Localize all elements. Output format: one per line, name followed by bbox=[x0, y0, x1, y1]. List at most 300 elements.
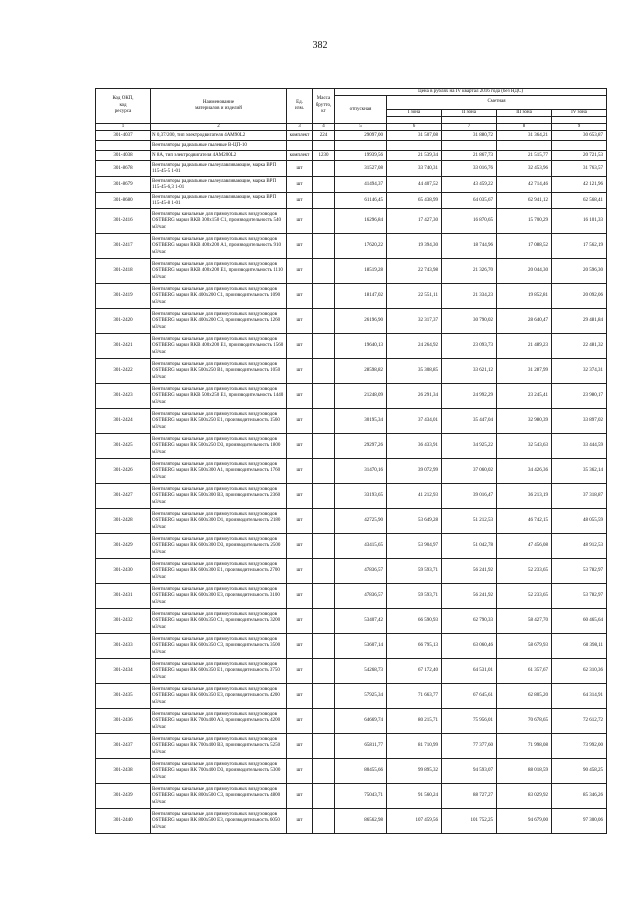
row-name: Вентиляторы канальные для прямоугольных воздуховодов OSTBERG марки RK 700x400 D3, производительность 5300 м3/час bbox=[151, 759, 287, 784]
row-mass bbox=[313, 659, 335, 684]
row-zone-4-price: 17 562,19 bbox=[552, 234, 607, 259]
header-mass-cell bbox=[313, 89, 335, 124]
table-row bbox=[96, 809, 607, 834]
row-base-price: 17620,22 bbox=[335, 234, 387, 259]
row-zone-2-price: 51 042,78 bbox=[442, 534, 497, 559]
row-name: Вентиляторы канальные для прямоугольных воздуховодов OSTBERG марки RK 500x300 B3, производительность 2360 м3/час bbox=[151, 484, 287, 509]
row-zone-1-price: 37 434,01 bbox=[387, 409, 442, 434]
row-zone-2-price: 34 925,22 bbox=[442, 434, 497, 459]
row-unit: шт bbox=[287, 409, 313, 434]
table-row bbox=[96, 131, 607, 141]
row-zone-1-price: 59 593,71 bbox=[387, 559, 442, 584]
row-zone-3-price: 58 679,93 bbox=[497, 634, 552, 659]
table-row bbox=[96, 141, 607, 151]
row-unit: шт bbox=[287, 609, 313, 634]
row-base-price: 41494,37 bbox=[335, 177, 387, 193]
row-unit: шт bbox=[287, 709, 313, 734]
row-name: Вентиляторы канальные для прямоугольных воздуховодов OSTBERG марки RK 600x300 E1, производительность 2700 м3/час bbox=[151, 559, 287, 584]
table-row bbox=[96, 709, 607, 734]
table-row bbox=[96, 484, 607, 509]
row-zone-1-price: 59 593,71 bbox=[387, 584, 442, 609]
row-zone-3-price: 62 941,12 bbox=[497, 193, 552, 209]
table-row bbox=[96, 609, 607, 634]
row-zone-4-price: 37 318,87 bbox=[552, 484, 607, 509]
row-mass bbox=[313, 234, 335, 259]
row-base-price: 75043,71 bbox=[335, 784, 387, 809]
table-row bbox=[96, 384, 607, 409]
row-zone-2-price: 16 870,65 bbox=[442, 209, 497, 234]
table-row bbox=[96, 759, 607, 784]
row-zone-4-price: 53 782,97 bbox=[552, 559, 607, 584]
table-row bbox=[96, 684, 607, 709]
row-zone-1-price: 81 710,99 bbox=[387, 734, 442, 759]
header-unit-label-1: Ед. bbox=[296, 99, 303, 105]
row-zone-2-price: 21 867,73 bbox=[442, 151, 497, 161]
row-mass bbox=[313, 759, 335, 784]
row-zone-4-price: 48 912,53 bbox=[552, 534, 607, 559]
row-zone-2-price: 21 326,70 bbox=[442, 259, 497, 284]
row-zone-4-price: 35 362,14 bbox=[552, 459, 607, 484]
table-row bbox=[96, 784, 607, 809]
row-code: 301-2420 bbox=[96, 309, 151, 334]
row-zone-2-price: 33 621,12 bbox=[442, 359, 497, 384]
row-code: 301-2432 bbox=[96, 609, 151, 634]
row-base-price: 18519,28 bbox=[335, 259, 387, 284]
row-name: Вентиляторы канальные для прямоугольных воздуховодов OSTBERG марки RK 600x350 E3, производительность 4200 м3/час bbox=[151, 684, 287, 709]
row-mass bbox=[313, 609, 335, 634]
row-zone-2-price: 67 645,61 bbox=[442, 684, 497, 709]
row-code bbox=[96, 141, 151, 151]
row-base-price: 86562,98 bbox=[335, 809, 387, 834]
header-code-label-2: код bbox=[119, 102, 127, 108]
row-zone-4-price: 20 596,30 bbox=[552, 259, 607, 284]
row-zone-3-price: 52 233,65 bbox=[497, 584, 552, 609]
column-index-cell: 2 bbox=[151, 124, 287, 131]
row-name: Вентиляторы канальные для прямоугольных воздуховодов OSTBERG марки RK 600x300 D1, производительность 2180 м3/час bbox=[151, 509, 287, 534]
row-mass: 1230 bbox=[313, 151, 335, 161]
row-unit: шт bbox=[287, 284, 313, 309]
row-zone-2-price: 30 790,02 bbox=[442, 309, 497, 334]
row-name: Вентиляторы канальные для прямоугольных воздуховодов OSTBERG марки RK 800x500 E3, производительность 6050 м3/час bbox=[151, 809, 287, 834]
row-zone-1-price: 65 438,99 bbox=[387, 193, 442, 209]
row-zone-2-price: 77 377,60 bbox=[442, 734, 497, 759]
table-row bbox=[96, 259, 607, 284]
row-name: Вентиляторы радиальные пылевые В-ЦП-10 bbox=[151, 141, 287, 151]
row-name: N 0,37/200, тип электродвигателя 4АМ90L2 bbox=[151, 131, 287, 141]
row-mass bbox=[313, 709, 335, 734]
table-row bbox=[96, 584, 607, 609]
row-name: N 8А, тип электродвигателя 4АМ200L2 bbox=[151, 151, 287, 161]
row-unit: шт bbox=[287, 259, 313, 284]
row-zone-1-price: 32 317,37 bbox=[387, 309, 442, 334]
header-name-label-2: материалов и изделий bbox=[195, 106, 242, 111]
row-unit: шт bbox=[287, 384, 313, 409]
row-mass bbox=[313, 177, 335, 193]
row-unit: шт bbox=[287, 234, 313, 259]
row-zone-3-price: 21 489,23 bbox=[497, 334, 552, 359]
row-zone-1-price: 67 172,40 bbox=[387, 659, 442, 684]
row-mass bbox=[313, 359, 335, 384]
row-zone-1-price: 91 560,24 bbox=[387, 784, 442, 809]
row-zone-1-price: 17 427,30 bbox=[387, 209, 442, 234]
row-name: Вентиляторы канальные для прямоугольных воздуховодов OSTBERG марки RK 400x200 C1, производительность 1090 м3/час bbox=[151, 284, 287, 309]
row-base-price: 61146,45 bbox=[335, 193, 387, 209]
row-zone-3-price: 34 426,36 bbox=[497, 459, 552, 484]
row-base-price: 30195,34 bbox=[335, 409, 387, 434]
row-zone-1-price: 44 407,52 bbox=[387, 177, 442, 193]
row-mass bbox=[313, 684, 335, 709]
row-unit: шт bbox=[287, 809, 313, 834]
header-mass-label-2: брутто, bbox=[315, 102, 332, 108]
row-name: Вентиляторы радиальные пылеулавливающие, марка ВРП 115-45-8 1-01 bbox=[151, 193, 287, 209]
header-name-label-1: Наименование bbox=[202, 99, 235, 105]
row-base-price: 53607,14 bbox=[335, 634, 387, 659]
row-zone-4-price: 64 314,91 bbox=[552, 684, 607, 709]
row-mass bbox=[313, 284, 335, 309]
table-row bbox=[96, 284, 607, 309]
column-index-cell: 1 bbox=[96, 124, 151, 131]
row-unit: комплект bbox=[287, 151, 313, 161]
row-zone-1-price: 99 895,32 bbox=[387, 759, 442, 784]
row-unit: шт bbox=[287, 634, 313, 659]
row-zone-2-price: 62 790,33 bbox=[442, 609, 497, 634]
table-row bbox=[96, 459, 607, 484]
row-unit: шт bbox=[287, 334, 313, 359]
row-unit: шт bbox=[287, 459, 313, 484]
row-zone-2-price: 37 060,02 bbox=[442, 459, 497, 484]
row-zone-3-price: 15 700,29 bbox=[497, 209, 552, 234]
row-name: Вентиляторы канальные для прямоугольных воздуховодов OSTBERG марки RKB 400x200 E1, производительность 1560 м3/час bbox=[151, 334, 287, 359]
row-code: 301-2435 bbox=[96, 684, 151, 709]
row-mass bbox=[313, 209, 335, 234]
row-name: Вентиляторы канальные для прямоугольных воздуховодов OSTBERG марки RK 800x500 C3, производительность 4800 м3/час bbox=[151, 784, 287, 809]
row-name: Вентиляторы канальные для прямоугольных воздуховодов OSTBERG марки RK 500x300 A1, производительность 1760 м3/час bbox=[151, 459, 287, 484]
row-zone-2-price: 64 035,67 bbox=[442, 193, 497, 209]
row-zone-4-price: 62 568,41 bbox=[552, 193, 607, 209]
header-unit-label-2: изм. bbox=[295, 106, 304, 111]
row-name: Вентиляторы канальные для прямоугольных воздуховодов OSTBERG марки RK 600x350 C1, производительность 3200 м3/час bbox=[151, 609, 287, 634]
table-row bbox=[96, 434, 607, 459]
row-code: 301-2427 bbox=[96, 484, 151, 509]
header-mass-label-3: кг bbox=[321, 109, 326, 115]
row-mass bbox=[313, 634, 335, 659]
row-name: Вентиляторы радиальные пылеулавливающие, марка ВРП 115-45-5 1-01 bbox=[151, 161, 287, 177]
row-zone-2-price: 43 459,22 bbox=[442, 177, 497, 193]
column-index-cell: 6 bbox=[387, 124, 442, 131]
row-name: Вентиляторы канальные для прямоугольных воздуховодов OSTBERG марки RKB 400x200 E1, производительность 1110 м3/час bbox=[151, 259, 287, 284]
table-row bbox=[96, 177, 607, 193]
row-mass bbox=[313, 784, 335, 809]
row-mass bbox=[313, 309, 335, 334]
row-code: 301-2419 bbox=[96, 284, 151, 309]
row-name: Вентиляторы канальные для прямоугольных воздуховодов OSTBERG марки RKB 500x250 E1, производительность 1440 м3/час bbox=[151, 384, 287, 409]
column-index-cell: 9 bbox=[552, 124, 607, 131]
header-zone-3: III зона bbox=[497, 109, 552, 116]
row-zone-1-price: 21 539,34 bbox=[387, 151, 442, 161]
table-row bbox=[96, 151, 607, 161]
header-base-price: отпускная bbox=[335, 96, 387, 124]
row-code: 301-2416 bbox=[96, 209, 151, 234]
row-zone-4-price: 97 300,06 bbox=[552, 809, 607, 834]
row-mass bbox=[313, 534, 335, 559]
row-name: Вентиляторы канальные для прямоугольных воздуховодов OSTBERG марки RK 600x300 E3, производительность 3100 м3/час bbox=[151, 584, 287, 609]
header-row-1 bbox=[96, 89, 607, 96]
row-zone-4-price: 20 092,06 bbox=[552, 284, 607, 309]
row-zone-4-price: 23 980,17 bbox=[552, 384, 607, 409]
row-zone-4-price: 32 374,31 bbox=[552, 359, 607, 384]
row-zone-2-price: 63 060,46 bbox=[442, 634, 497, 659]
row-unit: шт bbox=[287, 759, 313, 784]
row-base-price: 29297,26 bbox=[335, 434, 387, 459]
row-zone-1-price: 22 743,98 bbox=[387, 259, 442, 284]
row-mass: 224 bbox=[313, 131, 335, 141]
row-base-price: 28598,82 bbox=[335, 359, 387, 384]
row-code: 301-2428 bbox=[96, 509, 151, 534]
row-mass bbox=[313, 259, 335, 284]
row-code: 301-2425 bbox=[96, 434, 151, 459]
row-unit: шт bbox=[287, 359, 313, 384]
row-zone-2-price: 51 212,53 bbox=[442, 509, 497, 534]
row-mass bbox=[313, 809, 335, 834]
row-mass bbox=[313, 734, 335, 759]
row-code: 301-2426 bbox=[96, 459, 151, 484]
column-index-cell: 4 bbox=[313, 124, 335, 131]
row-unit: шт bbox=[287, 309, 313, 334]
row-zone-2-price: 39 016,47 bbox=[442, 484, 497, 509]
row-name: Вентиляторы радиальные пылеулавливающие, марка ВРП 115-45-6,3 1-01 bbox=[151, 177, 287, 193]
row-zone-3-price: 47 456,08 bbox=[497, 534, 552, 559]
row-zone-4-price: 16 101,33 bbox=[552, 209, 607, 234]
row-zone-3-price: 52 233,65 bbox=[497, 559, 552, 584]
table-row bbox=[96, 659, 607, 684]
row-zone-1-price: 26 291,34 bbox=[387, 384, 442, 409]
row-zone-4-price: 60 465,64 bbox=[552, 609, 607, 634]
row-zone-1-price: 107 459,56 bbox=[387, 809, 442, 834]
row-mass bbox=[313, 559, 335, 584]
row-zone-4-price: 30 653,87 bbox=[552, 131, 607, 141]
header-zone-2: II зона bbox=[442, 109, 497, 116]
row-unit: шт bbox=[287, 193, 313, 209]
row-zone-3-price: 58 427,70 bbox=[497, 609, 552, 634]
row-zone-2-price: 101 752,25 bbox=[442, 809, 497, 834]
row-mass bbox=[313, 584, 335, 609]
row-unit: шт bbox=[287, 161, 313, 177]
header-code-cell bbox=[96, 89, 151, 124]
row-zone-1-price: 53 649,28 bbox=[387, 509, 442, 534]
row-zone-4-price: 33 444,59 bbox=[552, 434, 607, 459]
row-zone-2-price: 75 956,01 bbox=[442, 709, 497, 734]
row-zone-3-price: 70 678,65 bbox=[497, 709, 552, 734]
row-zone-3-price: 88 018,59 bbox=[497, 759, 552, 784]
row-base-price: 18147,02 bbox=[335, 284, 387, 309]
row-mass bbox=[313, 384, 335, 409]
header-code-label-1: Код ОКП, bbox=[112, 96, 134, 102]
row-zone-2-price: 31 880,72 bbox=[442, 131, 497, 141]
row-zone-1-price: 19 394,30 bbox=[387, 234, 442, 259]
table-row bbox=[96, 334, 607, 359]
table-row bbox=[96, 234, 607, 259]
row-zone-1-price: 36 433,91 bbox=[387, 434, 442, 459]
row-zone-1-price: 53 904,97 bbox=[387, 534, 442, 559]
row-base-price: 19640,13 bbox=[335, 334, 387, 359]
table-row bbox=[96, 359, 607, 384]
row-zone-3-price: 71 998,08 bbox=[497, 734, 552, 759]
table-row bbox=[96, 559, 607, 584]
row-unit: шт bbox=[287, 584, 313, 609]
row-zone-2-price: 88 727,27 bbox=[442, 784, 497, 809]
row-zone-1-price: 41 212,93 bbox=[387, 484, 442, 509]
row-zone-3-price: 17 088,52 bbox=[497, 234, 552, 259]
row-code: 301-2430 bbox=[96, 559, 151, 584]
row-zone-2-price: 33 016,76 bbox=[442, 161, 497, 177]
row-base-price: 53407,42 bbox=[335, 609, 387, 634]
row-zone-1-price: 33 740,31 bbox=[387, 161, 442, 177]
row-base-price: 54268,73 bbox=[335, 659, 387, 684]
row-zone-2-price: 21 334,23 bbox=[442, 284, 497, 309]
row-zone-1-price: 80 215,71 bbox=[387, 709, 442, 734]
row-code: 301-4037 bbox=[96, 131, 151, 141]
page-number: 382 bbox=[312, 40, 328, 51]
row-unit bbox=[287, 141, 313, 151]
row-zone-3-price: 32 453,96 bbox=[497, 161, 552, 177]
row-code: 301-2431 bbox=[96, 584, 151, 609]
row-unit: шт bbox=[287, 434, 313, 459]
row-zone-4-price: 72 612,72 bbox=[552, 709, 607, 734]
row-base-price bbox=[335, 141, 387, 151]
row-base-price: 47836,57 bbox=[335, 584, 387, 609]
row-zone-3-price: 61 357,67 bbox=[497, 659, 552, 684]
row-zone-4-price: 33 897,02 bbox=[552, 409, 607, 434]
row-name: Вентиляторы канальные для прямоугольных воздуховодов OSTBERG марки RK 400x200 C3, производительность 1260 м3/час bbox=[151, 309, 287, 334]
column-index-cell: 7 bbox=[442, 124, 497, 131]
row-zone-2-price: 18 744,96 bbox=[442, 234, 497, 259]
row-code: 301-2434 bbox=[96, 659, 151, 684]
row-base-price: 47836,57 bbox=[335, 559, 387, 584]
row-zone-3-price: 83 029,92 bbox=[497, 784, 552, 809]
row-base-price: 29097,00 bbox=[335, 131, 387, 141]
row-zone-4-price: 48 055,59 bbox=[552, 509, 607, 534]
row-name: Вентиляторы канальные для прямоугольных воздуховодов OSTBERG марки RK 500x250 B1, производительность 1050 м3/час bbox=[151, 359, 287, 384]
row-zone-3-price: 42 714,46 bbox=[497, 177, 552, 193]
column-index-cell: 3 bbox=[287, 124, 313, 131]
row-unit: шт bbox=[287, 209, 313, 234]
row-unit: шт bbox=[287, 509, 313, 534]
row-code: 301-2439 bbox=[96, 784, 151, 809]
row-base-price: 80455,66 bbox=[335, 759, 387, 784]
table-row bbox=[96, 209, 607, 234]
row-zone-3-price: 21 515,77 bbox=[497, 151, 552, 161]
row-mass bbox=[313, 509, 335, 534]
row-mass bbox=[313, 409, 335, 434]
table-row bbox=[96, 509, 607, 534]
row-base-price: 43415,65 bbox=[335, 534, 387, 559]
row-code: 301-2433 bbox=[96, 634, 151, 659]
row-unit: комплект bbox=[287, 131, 313, 141]
row-zone-3-price: 46 742,15 bbox=[497, 509, 552, 534]
row-zone-2-price: 35 447,04 bbox=[442, 409, 497, 434]
row-code: 301-8679 bbox=[96, 177, 151, 193]
row-unit: шт bbox=[287, 534, 313, 559]
row-mass bbox=[313, 459, 335, 484]
row-base-price: 19939,56 bbox=[335, 151, 387, 161]
row-zone-4-price: 85 346,26 bbox=[552, 784, 607, 809]
column-index-cell: 8 bbox=[497, 124, 552, 131]
row-base-price: 31470,16 bbox=[335, 459, 387, 484]
row-base-price: 57925,34 bbox=[335, 684, 387, 709]
table-row bbox=[96, 309, 607, 334]
row-zone-1-price: 31 507,08 bbox=[387, 131, 442, 141]
row-zone-3-price: 19 852,81 bbox=[497, 284, 552, 309]
row-mass bbox=[313, 193, 335, 209]
row-zone-1-price: 24 264,92 bbox=[387, 334, 442, 359]
row-zone-1-price: 35 308,85 bbox=[387, 359, 442, 384]
row-base-price: 16296,84 bbox=[335, 209, 387, 234]
row-zone-4-price: 73 992,00 bbox=[552, 734, 607, 759]
row-zone-2-price: 23 093,73 bbox=[442, 334, 497, 359]
row-name: Вентиляторы канальные для прямоугольных воздуховодов OSTBERG марки RK 700x400 A3, производительность 4200 м3/час bbox=[151, 709, 287, 734]
row-zone-4-price: 29 481,84 bbox=[552, 309, 607, 334]
row-code: 301-2424 bbox=[96, 409, 151, 434]
row-base-price: 65811,77 bbox=[335, 734, 387, 759]
row-zone-4-price: 53 782,97 bbox=[552, 584, 607, 609]
row-zone-3-price: 20 044,30 bbox=[497, 259, 552, 284]
row-unit: шт bbox=[287, 784, 313, 809]
row-base-price: 31527,08 bbox=[335, 161, 387, 177]
row-name: Вентиляторы канальные для прямоугольных воздуховодов OSTBERG марки RK 600x350 E1, производительность 3750 м3/час bbox=[151, 659, 287, 684]
header-price-title: Цена в рублях на IV квартал 2016 года (без НДС) bbox=[335, 89, 607, 96]
row-mass bbox=[313, 484, 335, 509]
row-zone-4-price bbox=[552, 141, 607, 151]
row-name: Вентиляторы канальные для прямоугольных воздуховодов OSTBERG марки RK 600x350 C3, производительность 3500 м3/час bbox=[151, 634, 287, 659]
row-zone-3-price: 32 543,63 bbox=[497, 434, 552, 459]
row-zone-1-price: 71 663,77 bbox=[387, 684, 442, 709]
row-zone-3-price: 62 805,20 bbox=[497, 684, 552, 709]
row-code: 301-2422 bbox=[96, 359, 151, 384]
row-unit: шт bbox=[287, 734, 313, 759]
row-code: 301-2436 bbox=[96, 709, 151, 734]
row-name: Вентиляторы канальные для прямоугольных воздуховодов OSTBERG марки RK 500x250 E1, производительность 1560 м3/час bbox=[151, 409, 287, 434]
row-code: 301-2417 bbox=[96, 234, 151, 259]
header-mass-label-1: Масса bbox=[316, 96, 331, 102]
row-name: Вентиляторы канальные для прямоугольных воздуховодов OSTBERG марки RK 700x400 B3, производительность 5250 м3/час bbox=[151, 734, 287, 759]
row-code: 301-4038 bbox=[96, 151, 151, 161]
column-index-cell: 5 bbox=[335, 124, 387, 131]
table-row bbox=[96, 409, 607, 434]
row-mass bbox=[313, 161, 335, 177]
row-zone-3-price: 94 679,00 bbox=[497, 809, 552, 834]
header-unit-cell bbox=[287, 89, 313, 124]
row-base-price: 21248,09 bbox=[335, 384, 387, 409]
row-zone-3-price: 31 287,99 bbox=[497, 359, 552, 384]
row-zone-4-price: 20 721,53 bbox=[552, 151, 607, 161]
row-name: Вентиляторы канальные для прямоугольных воздуховодов OSTBERG марки RK 600x300 D3, производительность 2500 м3/час bbox=[151, 534, 287, 559]
row-zone-2-price: 56 241,92 bbox=[442, 559, 497, 584]
row-unit: шт bbox=[287, 559, 313, 584]
row-code: 301-2437 bbox=[96, 734, 151, 759]
row-name: Вентиляторы канальные для прямоугольных воздуховодов OSTBERG марки RKB 400x200 A1, производительность 910 м3/час bbox=[151, 234, 287, 259]
row-base-price: 42725,90 bbox=[335, 509, 387, 534]
row-code: 301-2421 bbox=[96, 334, 151, 359]
header-zone-4: IV зона bbox=[552, 109, 607, 116]
row-base-price: 26196,90 bbox=[335, 309, 387, 334]
row-zone-2-price: 24 992,29 bbox=[442, 384, 497, 409]
table-row bbox=[96, 534, 607, 559]
row-zone-3-price: 28 640,47 bbox=[497, 309, 552, 334]
row-code: 301-2418 bbox=[96, 259, 151, 284]
row-zone-4-price: 62 310,36 bbox=[552, 659, 607, 684]
header-name-cell bbox=[151, 89, 287, 124]
row-zone-4-price: 90 458,25 bbox=[552, 759, 607, 784]
